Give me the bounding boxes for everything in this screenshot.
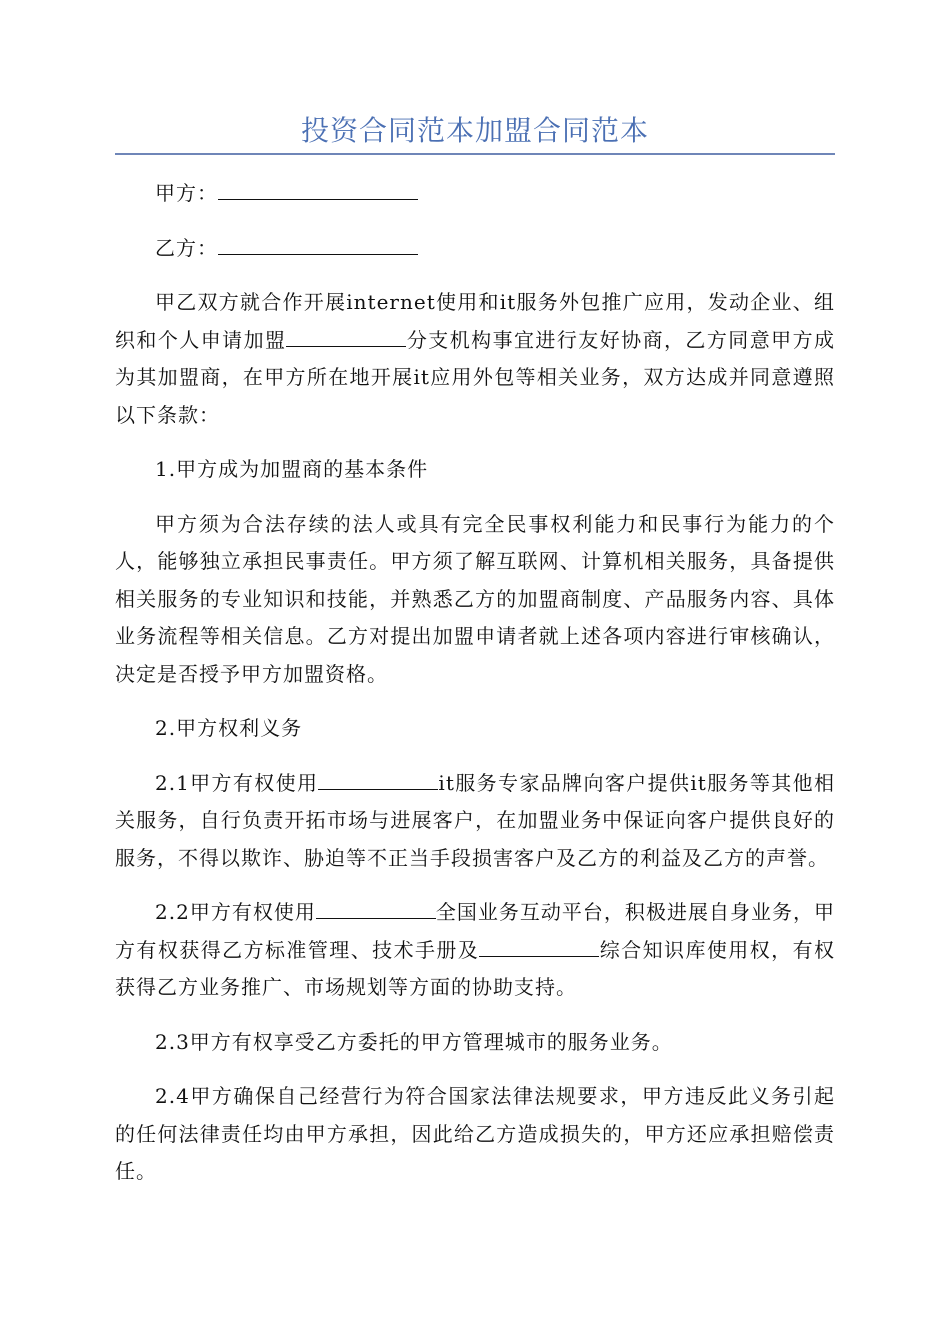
clause-2-2-text-a: 2.2甲方有权使用 (155, 900, 316, 924)
intro-text-2: 分支机构事宜进行友好协商，乙方同意甲方成为其加盟商，在甲方所在地开展it应用外包等相关业务，双方达成并同意遵照以下条款： (115, 327, 836, 427)
section-2-heading: 2.甲方权利义务 (155, 716, 303, 740)
document-title: 投资合同范本加盟合同范本 (300, 114, 649, 147)
clause-2-4: 2.4甲方确保自己经营行为符合国家法律法规要求，甲方违反此义务引起的任何法律责任均由甲方承担，因此给乙方造成损失的，甲方还应承担赔偿责任。 (115, 1084, 835, 1183)
party-b-label: 乙方： (155, 235, 218, 260)
clause-2-3: 2.3甲方有权享受乙方委托的甲方管理城市的服务业务。 (155, 1029, 673, 1054)
section-1-body: 甲方须为合法存续的法人或具有完全民事权利能力和民事行为能力的个人，能够独立承担民事责任。甲方须了解互联网、计算机相关服务，具备提供相关服务的专业知识和技能，并熟悉乙方的加盟商制度、产品服务内容、具体业务流程等相关信息。乙方对提出加盟申请者就上述各项内容进行审核确认，决定是否授予甲方加盟资格。 (115, 511, 835, 686)
clause-2-1-text-a: 2.1甲方有权使用 (155, 770, 319, 795)
clause-2-2-blank-1 (316, 900, 436, 919)
party-a-label: 甲方： (155, 181, 218, 205)
party-b-line (115, 230, 835, 268)
document-body (115, 175, 835, 1208)
clause-2-2-blank-2 (479, 938, 599, 957)
clause-2-1-text-b: it服务专家品牌向客户提供it服务等其他相关服务，自行负责开拓市场与进展客户，在加盟业务中保证向客户提供良好的服务，不得以欺诈、胁迫等不正当手段损害客户及乙方的利益及乙方的声誉。 (115, 770, 835, 870)
clause-2-2-text-c: 综合知识库使用权，有权获得乙方业务推广、市场规划等方面的协助支持。 (115, 937, 836, 999)
clause-2-2-text-b: 全国业务互动平台，积极进展自身业务，甲方有权获得乙方标准管理、技术手册及 (115, 900, 835, 962)
clause-2-2 (115, 894, 835, 1007)
intro-paragraph (115, 284, 835, 434)
intro-blank (286, 328, 406, 347)
party-a-line (115, 175, 835, 213)
clause-2-1-blank (318, 771, 438, 790)
intro-text-1: 甲乙双方就合作开展internet使用和it服务外包推广应用，发动企业、组织和个人申请加盟 (115, 290, 835, 352)
party-b-blank (218, 236, 418, 255)
title-divider (115, 153, 835, 155)
section-1-heading: 1.甲方成为加盟商的基本条件 (155, 457, 429, 481)
party-a-blank (218, 181, 418, 200)
clause-2-1 (115, 765, 835, 878)
